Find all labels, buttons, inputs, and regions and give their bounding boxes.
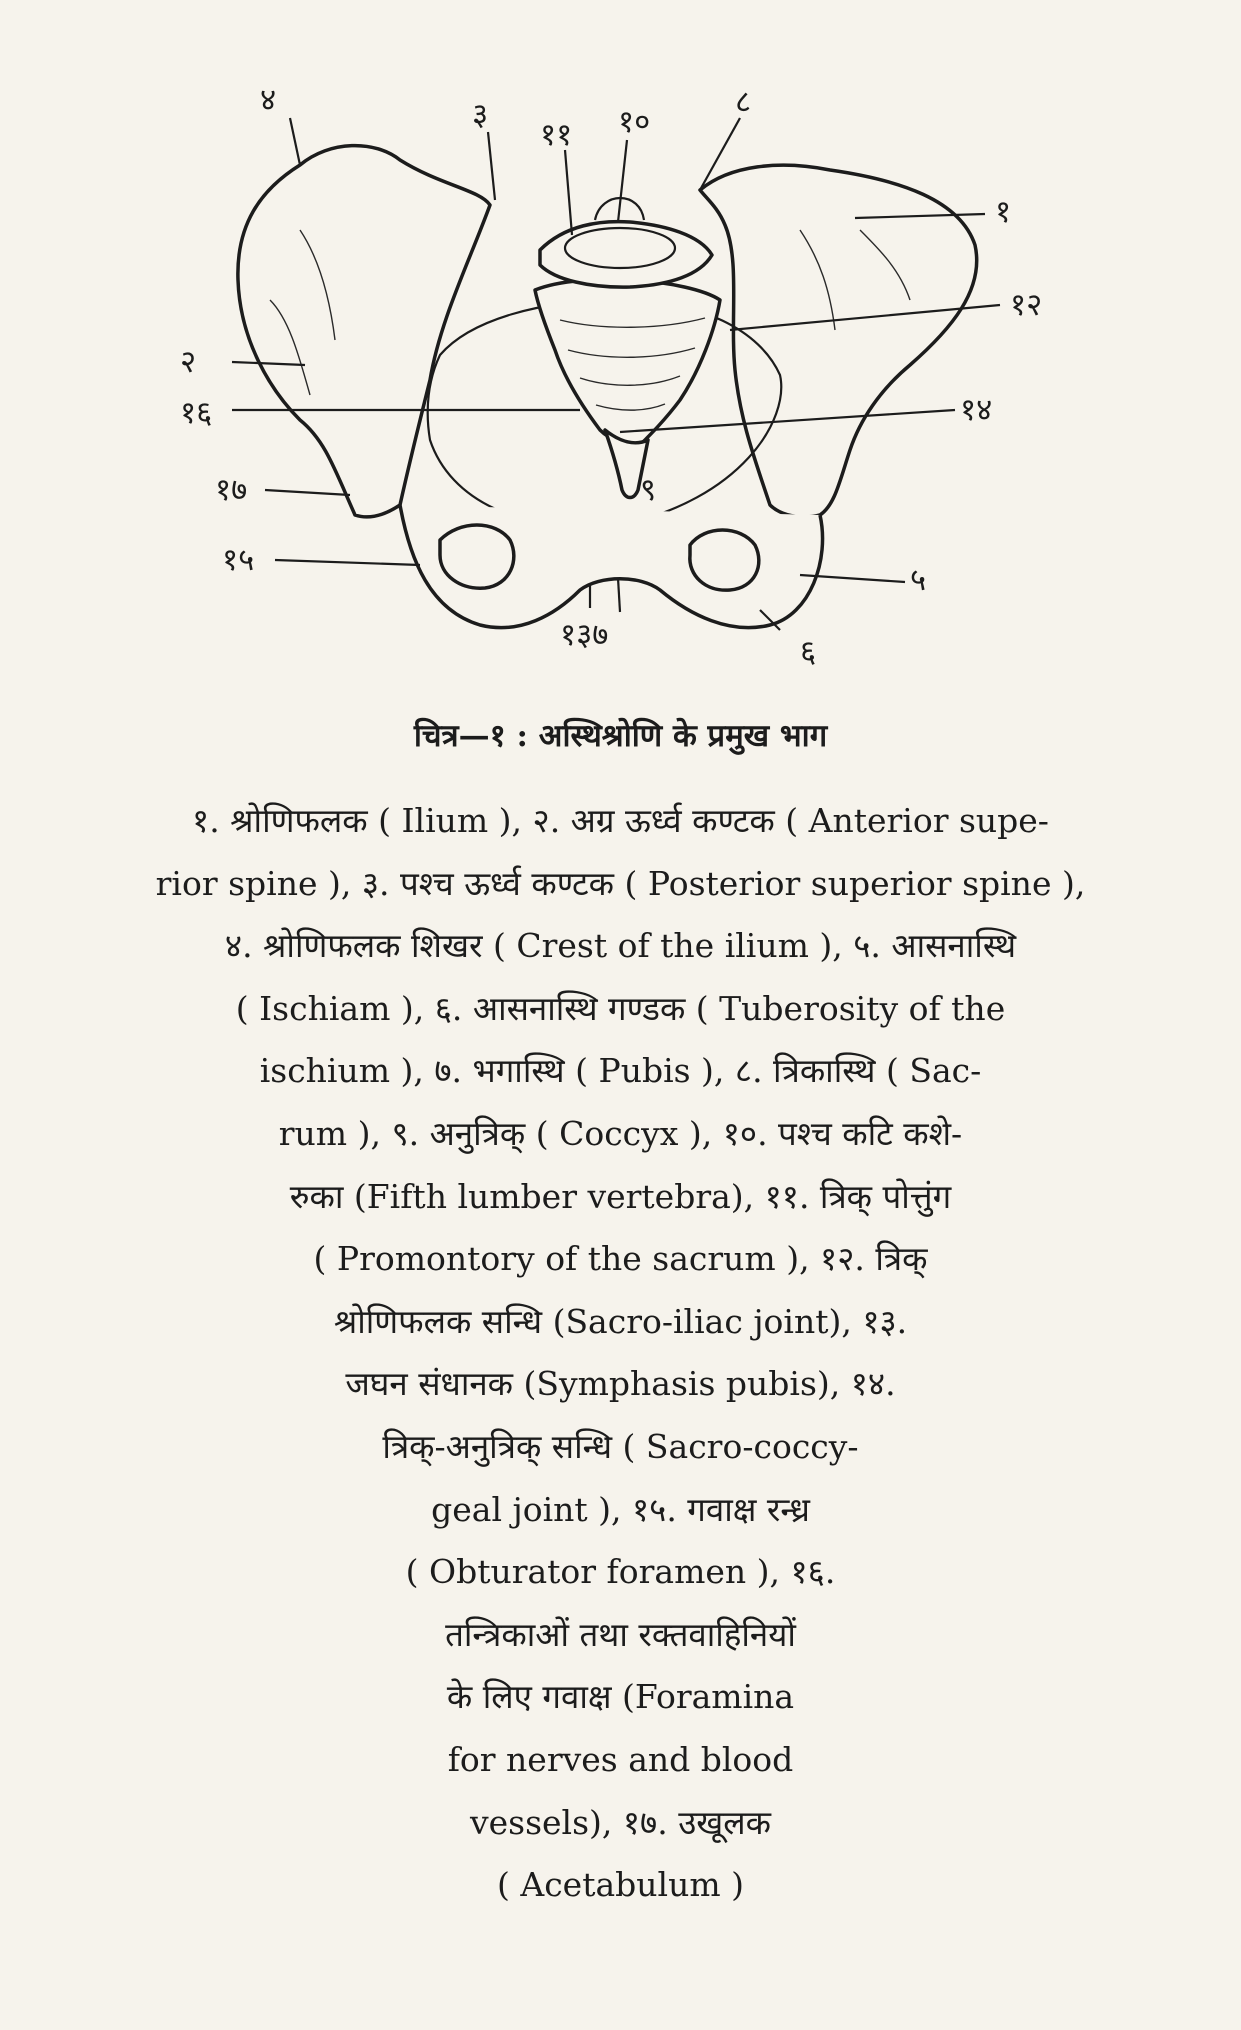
callout-5: ५ — [910, 562, 927, 598]
legend-line: ( Promontory of the sacrum ), १२. त्रिक् — [313, 1239, 928, 1279]
legend-line: ( Acetabulum ) — [497, 1865, 744, 1905]
callout-17: १७ — [215, 472, 248, 508]
callout-3: ३ — [472, 97, 489, 133]
pubic-symphysis — [618, 578, 620, 612]
callout-1: १ — [995, 194, 1012, 230]
callout-10: १० — [618, 104, 651, 140]
legend-line: त्रिक्-अनुत्रिक् सन्धि ( Sacro-coccy- — [382, 1426, 859, 1466]
left-ilium — [238, 146, 490, 517]
callout-15: १५ — [222, 542, 255, 578]
legend-line: श्रोणिफलक सन्धि (Sacro-iliac joint), १३. — [333, 1301, 908, 1341]
sacrum — [535, 279, 720, 445]
callout-6: ६ — [800, 634, 817, 670]
legend-line: ( Ischiam ), ६. आसनास्थि गण्डक ( Tuberosity of the — [235, 988, 1006, 1028]
legend-line: रुका (Fifth lumber vertebra), ११. त्रिक् पोत्तुंग — [289, 1176, 952, 1216]
callout-8: ८ — [735, 84, 752, 120]
callout-9: ९ — [640, 472, 657, 508]
callout-16: १६ — [180, 395, 213, 431]
callout-137: १३७ — [560, 617, 609, 653]
callout-12: १२ — [1010, 287, 1043, 323]
fifth-lumbar-vertebra — [540, 222, 712, 287]
callout-14: १४ — [960, 392, 993, 428]
legend-line: rior spine ), ३. पश्च ऊर्ध्व कण्टक ( Posterior superior spine ), — [155, 863, 1086, 903]
legend-line: के लिए गवाक्ष (Foramina — [446, 1677, 795, 1717]
legend-line: rum ), ९. अनुत्रिक् ( Coccyx ), १०. पश्च कटि कशे- — [278, 1113, 963, 1153]
legend-line: तन्त्रिकाओं तथा रक्तवाहिनियों — [445, 1614, 796, 1654]
legend-line: जघन संधानक (Symphasis pubis), १४. — [345, 1364, 896, 1404]
callout-4: ४ — [260, 82, 277, 118]
legend-line: ( Obturator foramen ), १६. — [405, 1552, 836, 1592]
legend-line: geal joint ), १५. गवाक्ष रन्ध्र — [431, 1489, 810, 1529]
right-obturator-foramen — [690, 530, 759, 590]
legend-line: ४. श्रोणिफलक शिखर ( Crest of the ilium ), ५. आसनास्थि — [224, 926, 1017, 966]
figure-caption: चित्र—१ : अस्थिश्रोणि के प्रमुख भाग — [413, 718, 828, 754]
callout-11: ११ — [540, 117, 573, 153]
left-obturator-foramen — [440, 525, 514, 588]
pelvis-diagram — [0, 0, 1241, 680]
legend-line: ischium ), ७. भगास्थि ( Pubis ), ८. त्रिकास्थि ( Sac- — [259, 1051, 982, 1091]
legend-line: vessels), १७. उखूलक — [469, 1802, 771, 1842]
figure-legend — [60, 790, 1181, 1917]
legend-line: १. श्रोणिफलक ( Ilium ), २. अग्र ऊर्ध्व कण्टक ( Anterior supe- — [192, 801, 1049, 840]
legend-line: for nerves and blood — [447, 1739, 794, 1779]
callout-2: २ — [180, 344, 197, 380]
